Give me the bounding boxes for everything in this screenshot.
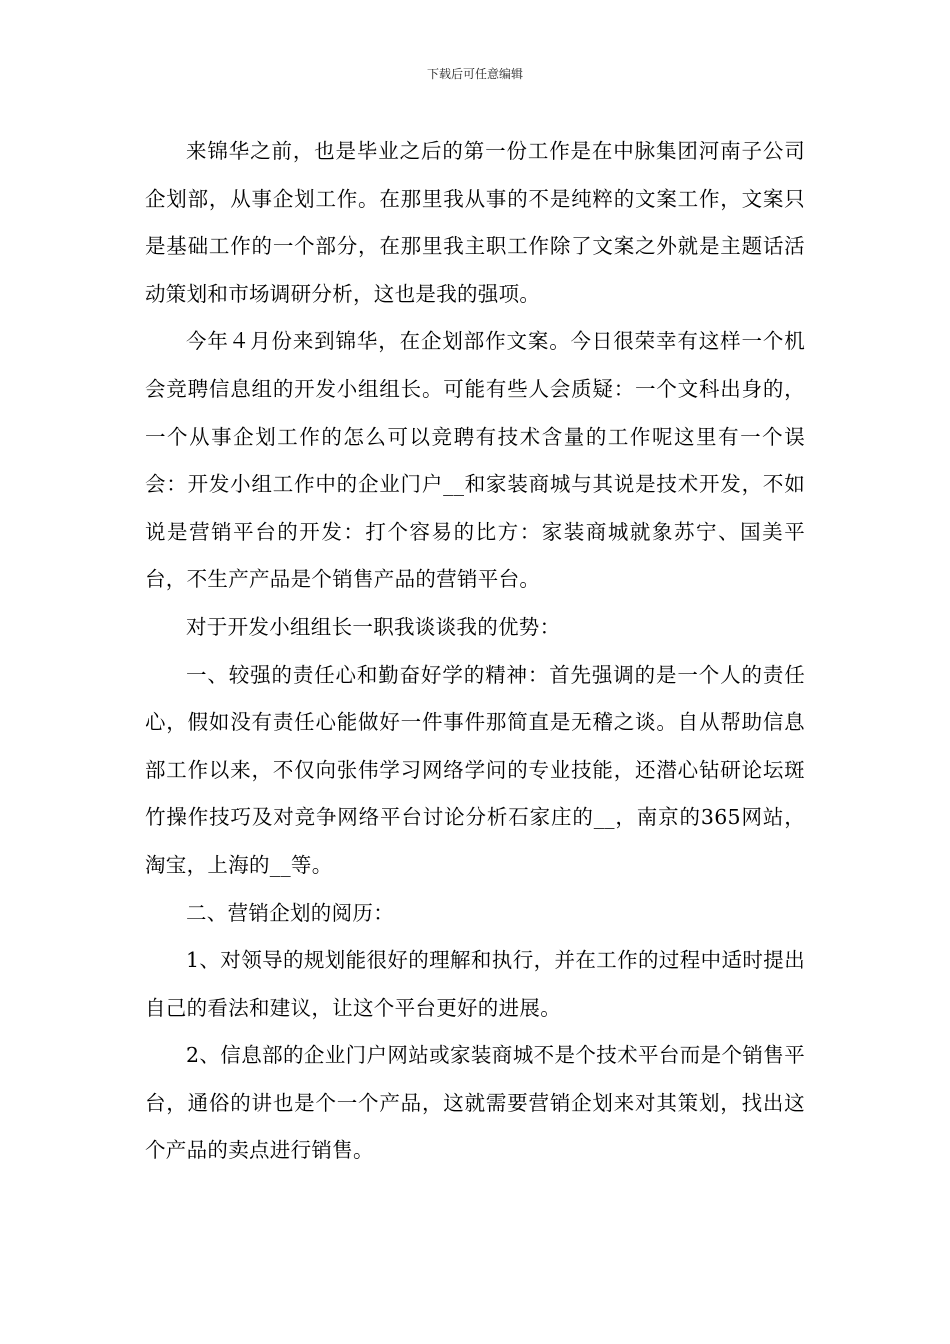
paragraph-4: 一、较强的责任心和勤奋好学的精神：首先强调的是一个人的责任心，假如没有责任心能做好一件事件那简直是无稽之谈。自从帮助信息部工作以来，不仅向张伟学习网络学问的专业技能，还潜心钻研论坛斑竹操作技巧及对竞争网络平台讨论分析石家庄的__，南京的365网站，淘宝，上海的__等。 — [145, 662, 805, 877]
page-header-note: 下载后可任意编辑 — [426, 67, 523, 81]
paragraph-7: 2、信息部的企业门户网站或家装商城不是个技术平台而是个销售平台，通俗的讲也是个一个产品，这就需要营销企划来对其策划，找出这个产品的卖点进行销售。 — [145, 1043, 805, 1163]
paragraph-3: 对于开发小组组长一职我谈谈我的优势： — [186, 614, 561, 639]
document-body — [145, 128, 805, 1175]
paragraph-5: 二、营销企划的阅历： — [186, 900, 394, 925]
paragraph-6: 1、对领导的规划能很好的理解和执行，并在工作的过程中适时提出自己的看法和建议，让这个平台更好的进展。 — [145, 948, 805, 1020]
paragraph-2: 今年４月份来到锦华，在企划部作文案。今日很荣幸有这样一个机会竞聘信息组的开发小组组长。可能有些人会质疑：一个文科出身的，一个从事企划工作的怎么可以竞聘有技术含量的工作呢这里有一个误会：开发小组工作中的企业门户__和家装商城与其说是技术开发，不如说是营销平台的开发：打个容易的比方：家装商城就象苏宁、国美平台，不生产产品是个销售产品的营销平台。 — [145, 329, 805, 592]
paragraph-1: 来锦华之前，也是毕业之后的第一份工作是在中脉集团河南子公司企划部，从事企划工作。在那里我从事的不是纯粹的文案工作，文案只是基础工作的一个部分，在那里我主职工作除了文案之外就是主题话活动策划和市场调研分析，这也是我的强项。 — [145, 139, 805, 306]
